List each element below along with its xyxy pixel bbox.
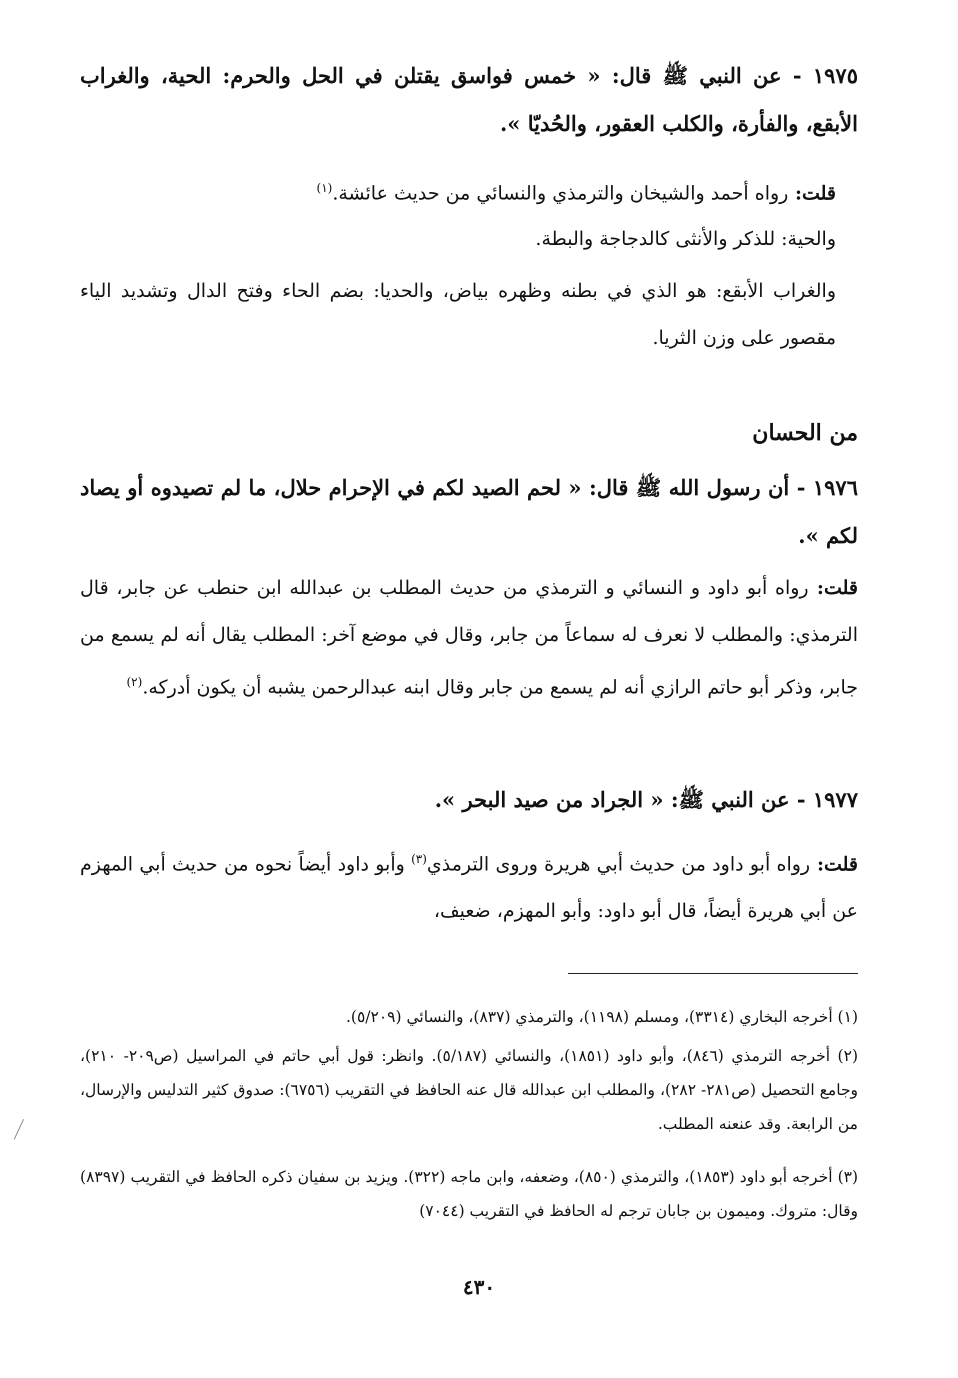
footnote-1: (١) أخرجه البخاري (٣٣١٤)، ومسلم (١١٩٨)، والترمذي (٨٣٧)، والنسائي (٥/٢٠٩). (346, 1008, 858, 1026)
footnote-3: (٣) أخرجه أبو داود (١٨٥٣)، والترمذي (٨٥٠)، وضعفه، وابن ماجه (٣٢٢). ويزيد بن سفيان ذكره الحافظ في التقريب (٨٣٩٧) وقال: متروك. وميمون بن جابان ترجم له الحافظ في التقريب (٧٠٤٤) (80, 1168, 859, 1220)
footnote-ref: (٣) (411, 852, 427, 866)
hadith-intro: عن النبي ﷺ: (663, 787, 790, 812)
commentary-1977 (80, 836, 858, 935)
margin-mark (14, 1119, 31, 1143)
footnote-ref: (٢) (126, 675, 143, 689)
qultu-label: قلت: (788, 182, 836, 205)
footnote-2: (٢) أخرجه الترمذي (٨٤٦)، وأبو داود (١٨٥١)، والنسائي (٥/١٨٧). وانظر: قول أبي حاتم في المراسيل (ص٢٠٩- ٢١٠)، وجامع التحصيل (ص٢٨١- ٢٨٢)، والمطلب ابن عبدالله قال عنه الحافظ في التقريب (٦٧٥٦): صدوق كثير التدليس والإرسال، من الرابعة. وقد عنعنه المطلب. (80, 1047, 859, 1133)
commentary-1975-source (80, 165, 858, 217)
hadith-intro: عن النبي ﷺ قال: (600, 63, 782, 88)
hadith-number: ١٩٧٥ - (781, 63, 858, 88)
qultu-label: قلت: (808, 577, 858, 599)
commentary-text: والحية: للذكر والأنثى كالدجاجة والبطة. (535, 228, 836, 250)
commentary-text: رواه أبو داود و النسائي و الترمذي من حديث المطلب بن عبدالله ابن حنطب عن جابر، قال الترمذي: والمطلب لا نعرف له سماعاً من جابر، وقال في موضع آخر: المطلب يقال أنه لم يسمع من جابر، وذكر أبو حاتم الرازي أنه لم يسمع من جابر وقال ابنه عبدالرحمن يشبه أن يكون أدركه. (80, 577, 858, 699)
book-page (80, 0, 858, 1378)
hadith-1977 (80, 776, 858, 824)
hadith-text: « الجراد من صيد البحر ». (434, 787, 664, 812)
commentary-text: وأبو داود أيضاً نحوه من حديث أبي المهزم عن أبي هريرة أيضاً، قال أبو داود: وأبو المهزم، ضعيف، (80, 853, 858, 923)
footnote-ref: (١) (316, 181, 333, 195)
commentary-1975-crow (80, 268, 858, 362)
commentary-1976 (80, 565, 858, 711)
hadith-text: « خمس فواسق يقتلن في الحل والحرم: الحية، والغراب الأبقع، والفأرة، والكلب العقور، والحُديّا ». (80, 63, 858, 136)
footnote-separator (568, 973, 858, 974)
commentary-text: والغراب الأبقع: هو الذي في بطنه وظهره بياض، والحديا: بضم الحاء وفتح الدال وتشديد الياء مقصور على وزن الثريا. (80, 280, 836, 349)
hadith-number: ١٩٧٧ - (789, 787, 858, 812)
qultu-label: قلت: (810, 853, 858, 876)
section-heading: من الحسان (752, 420, 858, 446)
commentary-1975-snake (80, 216, 858, 263)
commentary-text: رواه أبو داود من حديث أبي هريرة وروى الترمذي (426, 853, 811, 876)
hadith-1975 (80, 52, 858, 148)
page-number: ٤٣٠ (462, 1275, 496, 1299)
hadith-text: « لحم الصيد لكم في الإحرام حلال، ما لم تصيدوه أو يصاد لكم ». (80, 475, 858, 548)
hadith-intro: أن رسول الله ﷺ قال: (581, 475, 790, 500)
hadith-1976 (80, 464, 858, 560)
commentary-text: رواه أحمد والشيخان والترمذي والنسائي من حديث عائشة. (332, 182, 789, 205)
hadith-number: ١٩٧٦ - (789, 475, 858, 500)
